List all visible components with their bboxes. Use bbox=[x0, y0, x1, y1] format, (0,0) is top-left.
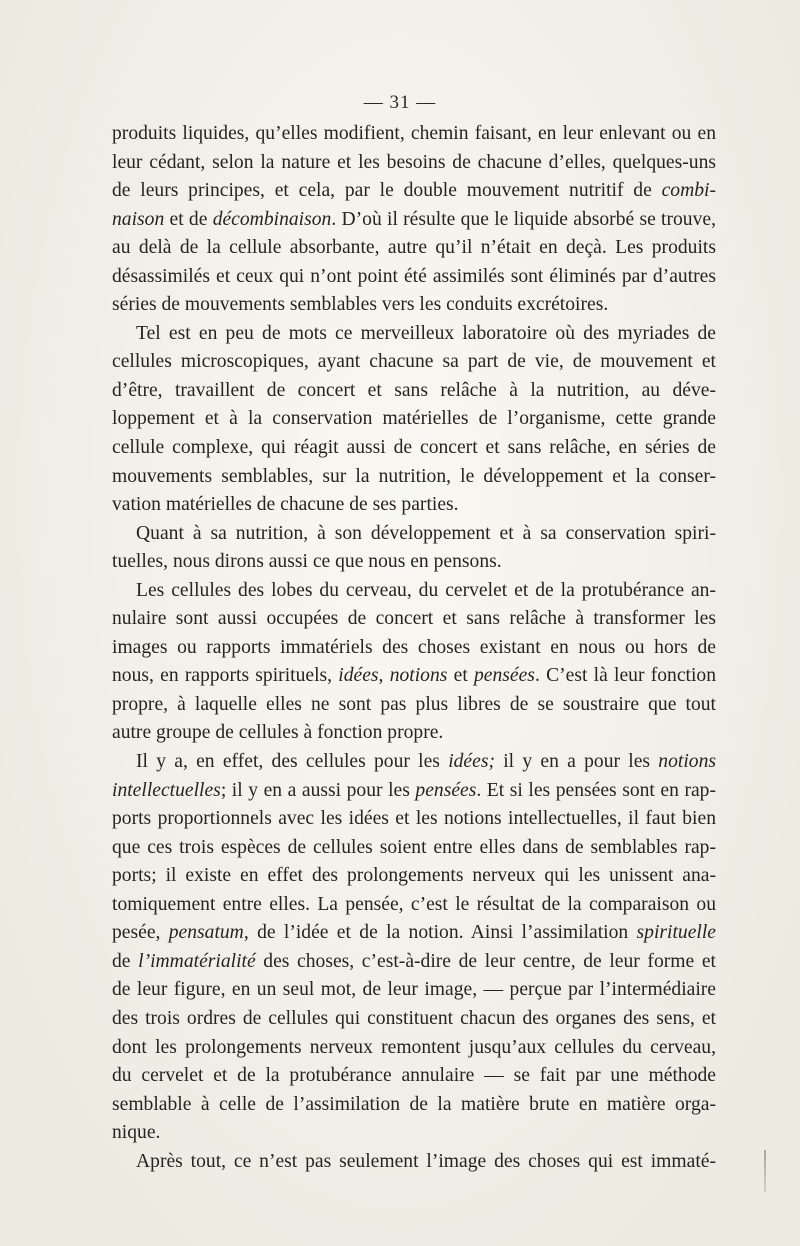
text-line: cellule complexe, qui réagit aussi de concert et sans relâche, en séries de bbox=[112, 437, 716, 459]
text-line: produits liquides, qu’elles modifient, chemin faisant, en leur enlevant ou en bbox=[112, 123, 716, 144]
text-segment: . D’où il résulte que le liquide absorbé se trouve, bbox=[331, 208, 716, 230]
italic-term: idées bbox=[338, 665, 379, 687]
text-line: tomiquement entre elles. La pensée, c’est le résultat de la comparaison ou bbox=[112, 893, 716, 915]
text-line bbox=[112, 177, 716, 206]
italic-term: naison bbox=[112, 208, 165, 230]
italic-term: l’immatérialité bbox=[138, 950, 256, 972]
text-line: que ces trois espèces de cellules soient entre elles dans de semblables rap- bbox=[112, 836, 716, 858]
text-line: des trois ordres de cellules qui constituent chacun des organes des sens, et bbox=[112, 1007, 716, 1029]
text-line: du cervelet et de la protubérance annulaire — se fait par une méthode bbox=[112, 1065, 716, 1087]
text-segment: nous, en rapports spirituels, bbox=[112, 665, 339, 687]
italic-term: notions bbox=[389, 665, 448, 687]
text-segment: , bbox=[378, 665, 390, 687]
text-line: Après tout, ce n’est pas seulement l’image des choses qui est immaté- bbox=[136, 1150, 716, 1172]
italic-term: intellectuelles bbox=[112, 779, 221, 801]
text-line: leur cédant, selon la nature et les besoins de chacune d’elles, quelques-uns bbox=[112, 151, 716, 173]
italic-term: pensées bbox=[474, 665, 535, 687]
text-segment: , de l’idée et de la notion. Ainsi l’assimilation bbox=[243, 922, 637, 944]
italic-term: décombinaison bbox=[212, 208, 332, 230]
italic-term: idées; bbox=[448, 751, 495, 773]
text-segment: des choses, c’est-à-dire de leur centre, de leur forme et bbox=[255, 950, 716, 972]
text-segment: . C’est là leur fonction bbox=[534, 665, 716, 687]
text-line bbox=[112, 777, 716, 806]
italic-term: pensées bbox=[415, 779, 477, 801]
text-line bbox=[112, 948, 716, 977]
text-line: semblable à celle de l’assimilation de la matière brute en matière orga- bbox=[112, 1093, 716, 1115]
italic-term: spirituelle bbox=[636, 922, 716, 944]
text-segment: ; il y en a aussi pour les bbox=[220, 779, 416, 801]
text-line: ports proportionnels avec les idées et les notions intellectuelles, il faut bien bbox=[112, 808, 716, 830]
text-segment: . Et si les pensées sont en rap- bbox=[476, 779, 716, 801]
page-number: — 31 — bbox=[363, 92, 437, 113]
text-line: images ou rapports immatériels des choses existant en nous ou hors de bbox=[112, 636, 716, 658]
text-line: mouvements semblables, sur la nutrition, le développement et la conser- bbox=[112, 465, 716, 487]
text-line: loppement et à la conservation matérielles de l’organisme, cette grande bbox=[112, 408, 716, 430]
text-line: vation matérielles de chacune de ses parties. bbox=[112, 494, 459, 516]
text-line: séries de mouvements semblables vers les conduits excrétoires. bbox=[112, 294, 609, 316]
text-line bbox=[112, 662, 716, 691]
text-line bbox=[112, 919, 716, 948]
text-line: au delà de la cellule absorbante, autre qu’il n’était en deçà. Les produits bbox=[112, 237, 716, 259]
italic-term: combi- bbox=[661, 180, 716, 202]
text-segment: pesée, bbox=[112, 922, 169, 944]
italic-term: notions bbox=[658, 751, 716, 773]
text-segment: et de bbox=[164, 208, 213, 230]
text-line: désassimilés et ceux qui n’ont point été assimilés sont éliminés par d’autres bbox=[112, 265, 716, 287]
text-segment: il y en a pour les bbox=[494, 751, 659, 773]
italic-term: pensatum bbox=[168, 922, 244, 944]
text-line: nulaire sont aussi occupées de concert et sans relâche à transformer les bbox=[112, 608, 716, 630]
text-line: cellules microscopiques, ayant chacune sa part de vie, de mouvement et bbox=[112, 351, 716, 373]
text-segment: Il y a, en effet, des cellules pour les bbox=[136, 751, 449, 773]
text-line: Les cellules des lobes du cerveau, du cervelet et de la protubérance an- bbox=[136, 579, 716, 601]
text-line: nique. bbox=[112, 1122, 161, 1144]
text-segment: de bbox=[112, 950, 139, 972]
text-line: d’être, travaillent de concert et sans relâche à la nutrition, au déve- bbox=[112, 379, 716, 401]
text-line: tuelles, nous dirons aussi ce que nous en pensons. bbox=[112, 551, 502, 573]
text-line bbox=[112, 748, 716, 777]
body-text bbox=[112, 120, 716, 1176]
text-line: Quant à sa nutrition, à son développement et à sa conservation spiri- bbox=[136, 522, 716, 544]
text-line: autre groupe de cellules à fonction propre. bbox=[112, 722, 444, 744]
paper-mark bbox=[764, 1150, 766, 1192]
text-line: Tel est en peu de mots ce merveilleux laboratoire où des myriades de bbox=[136, 322, 716, 344]
text-line: ports; il existe en effet des prolongements nerveux qui les unissent ana- bbox=[112, 865, 716, 887]
text-line: de leur figure, en un seul mot, de leur image, — perçue par l’intermédiaire bbox=[112, 979, 716, 1001]
text-line: dont les prolongements nerveux remontent jusqu’aux cellules du cerveau, bbox=[112, 1036, 716, 1058]
text-line: propre, à laquelle elles ne sont pas plus libres de se soustraire que tout bbox=[112, 693, 716, 715]
text-segment: et bbox=[447, 665, 474, 687]
text-line bbox=[112, 206, 716, 235]
text-segment: de leurs principes, et cela, par le double mouvement nutritif de bbox=[112, 180, 662, 202]
